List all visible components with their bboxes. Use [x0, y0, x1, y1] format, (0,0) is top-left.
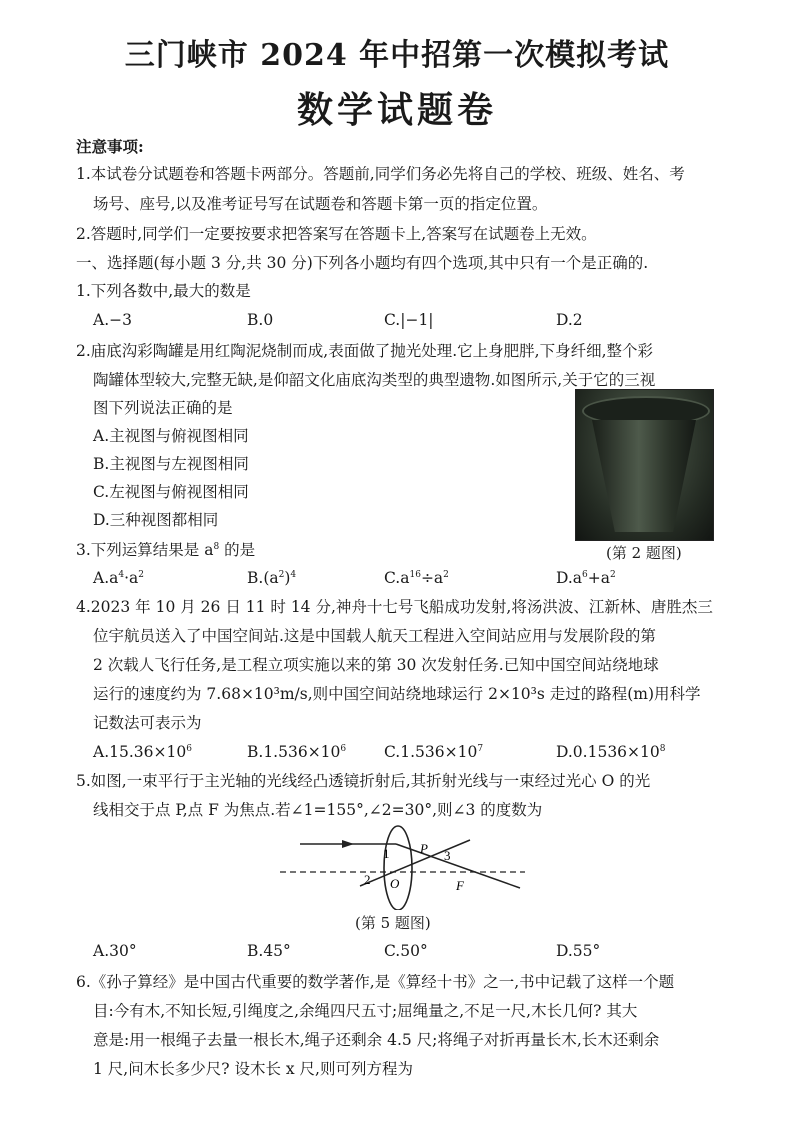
q2-option-b: B.主视图与左视图相同: [93, 455, 249, 473]
q1-option-c: C.|−1|: [384, 311, 434, 329]
exam-subtitle: 数学试题卷: [296, 89, 497, 131]
q4-option-d: $D.0.1536\times 10^8$: [556, 743, 666, 761]
q5-line-2: 线相交于点 P,点 F 为焦点.若∠1=155°,∠2=30°,则∠3 的度数为: [93, 801, 543, 819]
q5-figure-caption: (第 5 题图): [355, 914, 431, 932]
q4-option-b: $B.1.536\times 10^6$: [247, 743, 347, 761]
q1-option-a: A.−3: [93, 311, 132, 329]
q6-line-4: 1 尺,问木长多少尺? 设木长 x 尺,则可列方程为: [93, 1060, 413, 1078]
notice-item-1-line-1: 1.本试卷分试题卷和答题卡两部分。答题前,同学们务必先将自己的学校、班级、姓名、考: [76, 165, 685, 183]
q1-option-b: B.0: [247, 311, 274, 329]
q2-line-1: 2.庙底沟彩陶罐是用红陶泥烧制而成,表面做了抛光处理.它上身肥胖,下身纤细,整个彩: [76, 342, 653, 360]
q3-option-d: $D.a^6+a^2$: [556, 569, 616, 587]
q6-line-1: 6.《孙子算经》是中国古代重要的数学著作,是《算经十书》之一,书中记载了这样一个题: [76, 973, 675, 991]
angle-3-label: 3: [444, 848, 451, 863]
q4-option-a: $A.15.36\times 10^6$: [93, 743, 192, 761]
q3-stem: 3.下列运算结果是 $a^8$ 的是: [76, 541, 256, 559]
q1-stem: 1.下列各数中,最大的数是: [76, 282, 251, 300]
point-p-label: P: [420, 841, 428, 856]
q5-line-1: 5.如图,一束平行于主光轴的光线经凸透镜折射后,其折射光线与一束经过光心 O 的光: [76, 772, 651, 790]
notice-item-2: 2.答题时,同学们一定要按要求把答案写在答题卡上,答案写在试题卷上无效。: [76, 225, 597, 243]
q4-line-2: 位宇航员送入了中国空间站.这是中国载人航天工程进入空间站应用与发展阶段的第: [93, 627, 656, 645]
ray-arrow-icon: [342, 840, 354, 848]
q4-line-3: 2 次载人飞行任务,是工程立项实施以来的第 30 次发射任务.已知中国空间站绕地球: [93, 656, 659, 674]
q6-line-2: 目:今有木,不知长短,引绳度之,余绳四尺五寸;屈绳量之,不足一尺,木长几何? 其大: [93, 1002, 638, 1020]
q5-option-b: B.45°: [247, 942, 291, 960]
pottery-jar-photo: [575, 389, 714, 541]
lens-diagram: [280, 820, 530, 910]
q2-option-c: C.左视图与俯视图相同: [93, 483, 249, 501]
q4-line-5: 记数法可表示为: [93, 714, 202, 732]
q3-option-c: $C.a^{16}\div a^2$: [384, 569, 449, 587]
q3-option-b: $B.(a^2)^4$: [247, 569, 297, 587]
q4-option-c: $C.1.536\times 10^7$: [384, 743, 484, 761]
notice-item-1-line-2: 场号、座号,以及准考证号写在试题卷和答题卡第一页的指定位置。: [93, 195, 548, 213]
exam-title: 三门峡市 2024 年中招第一次模拟考试: [124, 38, 670, 73]
notice-heading: 注意事项:: [76, 137, 144, 156]
q2-option-d: D.三种视图都相同: [93, 511, 219, 529]
q5-option-a: A.30°: [93, 942, 137, 960]
angle-1-label: 1: [383, 846, 390, 861]
q3-option-a: $A.a^4\cdot a^2$: [93, 569, 145, 587]
q4-line-1: 4.2023 年 10 月 26 日 11 时 14 分,神舟十七号飞船成功发射,将汤洪波、江新林、唐胜杰三: [76, 598, 713, 616]
q6-line-3: 意是:用一根绳子去量一根长木,绳子还剩余 4.5 尺;将绳子对折再量长木,长木还剩余: [93, 1031, 660, 1049]
q4-line-4: 运行的速度约为 7.68×10³m/s,则中国空间站绕地球运行 2×10³s 走过的路程(m)用科学: [93, 685, 701, 703]
angle-2-label: 2: [364, 872, 371, 887]
point-f-label: F: [456, 878, 464, 893]
q1-option-d: D.2: [556, 311, 583, 329]
point-o-label: O: [390, 876, 400, 891]
convex-lens: [384, 826, 412, 910]
q2-line-3: 图下列说法正确的是: [93, 399, 233, 417]
q2-option-a: A.主视图与俯视图相同: [93, 427, 249, 445]
q2-line-2: 陶罐体型较大,完整无缺,是仰韶文化庙底沟类型的典型遗物.如图所示,关于它的三视: [93, 371, 656, 389]
q5-option-d: D.55°: [556, 942, 601, 960]
center-ray: [360, 840, 470, 886]
section1-heading: 一、选择题(每小题 3 分,共 30 分)下列各小题均有四个选项,其中只有一个是正确的.: [76, 254, 649, 272]
q5-option-c: C.50°: [384, 942, 428, 960]
q2-figure-caption: (第 2 题图): [606, 544, 682, 562]
